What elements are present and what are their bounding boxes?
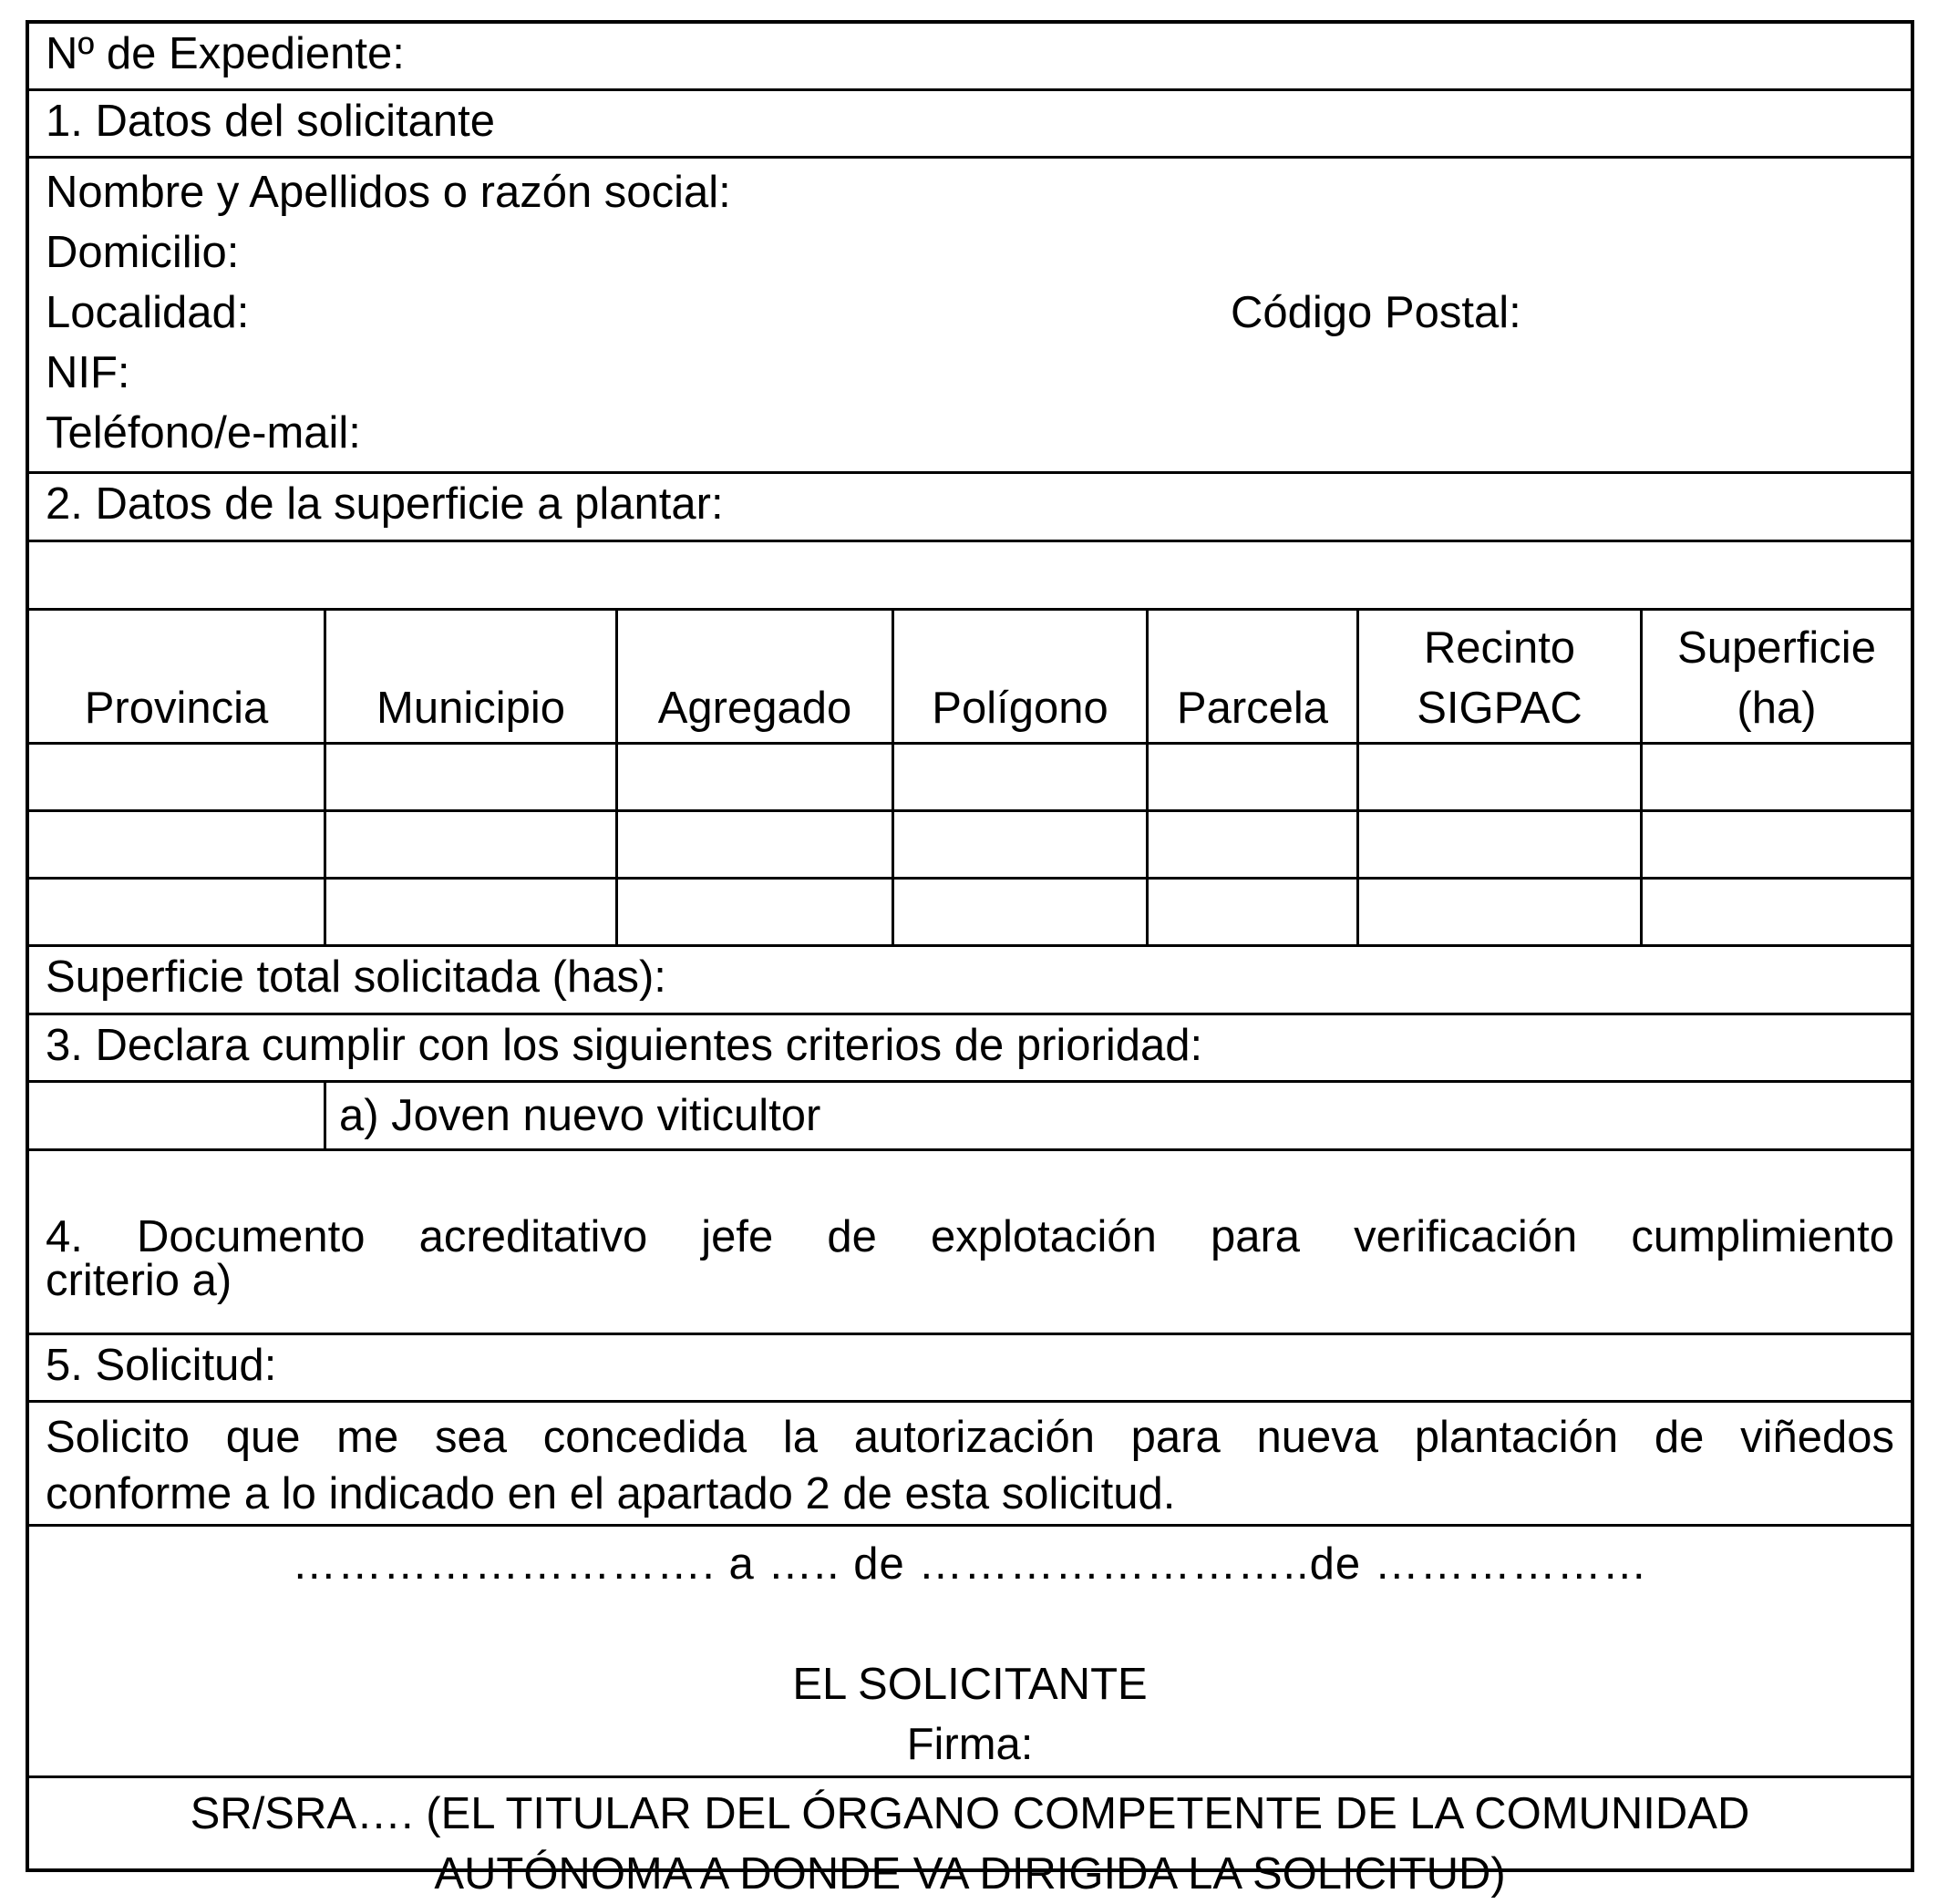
application-form: [26, 20, 1914, 1899]
table-row: [29, 812, 1911, 880]
plot-table-header: [29, 611, 1911, 745]
total-row: [29, 947, 1911, 1015]
section1-header: [29, 91, 1911, 159]
addressee-line1: SR/SRA…. (EL TITULAR DEL ÓRGANO COMPETENTE DE LA COMUNIDAD: [190, 1789, 1750, 1838]
section2-title: 2. Datos de la superficie a plantar:: [46, 479, 724, 529]
localidad-line: [29, 283, 1911, 343]
table-cell[interactable]: [1643, 812, 1911, 877]
table-cell[interactable]: [1643, 745, 1911, 809]
col-superficie: Superficie (ha): [1677, 623, 1876, 733]
total-label: Superficie total solicitada (has):: [46, 952, 666, 1002]
section5-title: 5. Solicitud:: [46, 1341, 277, 1390]
section3-title: 3. Declara cumplir con los siguientes criterios de prioridad:: [46, 1021, 1203, 1070]
table-row: [29, 880, 1911, 947]
addressee-block: [29, 1778, 1911, 1904]
firma-label: Firma:: [906, 1720, 1034, 1769]
table-cell[interactable]: [1149, 745, 1359, 809]
codigo-postal-label: Código Postal:: [1231, 288, 1521, 337]
signature-block: [29, 1527, 1911, 1778]
localidad-label: Localidad:: [46, 288, 250, 337]
section4-line1: 4. Documento acreditativo jefe de explotación para verificación cumplimiento: [46, 1212, 1894, 1261]
table-cell[interactable]: [1359, 812, 1643, 877]
table-cell[interactable]: [29, 812, 326, 877]
col-agregado: Agregado: [618, 611, 894, 742]
domicilio-label: Domicilio:: [46, 228, 240, 277]
table-cell[interactable]: [618, 812, 894, 877]
col-provincia: Provincia: [29, 611, 326, 742]
solicitante-label: EL SOLICITANTE: [792, 1660, 1148, 1709]
applicant-data-block: [29, 159, 1911, 474]
section4-line2: criterio a): [46, 1256, 232, 1305]
nif-label: NIF:: [46, 348, 130, 397]
request-line1: Solicito que me sea concedida la autorización para nueva plantación de viñedos: [46, 1413, 1894, 1462]
telefono-label: Teléfono/e-mail:: [46, 408, 361, 458]
addressee-line2: AUTÓNOMA A DONDE VA DIRIGIDA LA SOLICITUD): [434, 1849, 1506, 1899]
nombre-label: Nombre y Apellidos o razón social:: [46, 168, 731, 217]
table-cell[interactable]: [1359, 745, 1643, 809]
request-line2: conforme a lo indicado en el apartado 2 de esta solicitud.: [46, 1469, 1176, 1518]
col-municipio: Municipio: [326, 611, 618, 742]
criterion-checkbox-cell[interactable]: [29, 1083, 326, 1148]
empty-row: [29, 542, 1911, 611]
table-cell[interactable]: [326, 745, 618, 809]
table-cell[interactable]: [326, 812, 618, 877]
col-poligono: Polígono: [894, 611, 1149, 742]
criterion-label-cell: [326, 1083, 1911, 1148]
table-cell[interactable]: [1643, 880, 1911, 944]
date-line: ………………………. a ….. de ……………………..de ………………: [292, 1539, 1648, 1589]
expediente-label: Nº de Expediente:: [46, 29, 405, 78]
criterion-row: [29, 1083, 1911, 1151]
section1-title: 1. Datos del solicitante: [46, 97, 495, 146]
criterion-a-label: a) Joven nuevo viticultor: [339, 1091, 821, 1140]
section4-block: [29, 1151, 1911, 1335]
table-cell[interactable]: [1359, 880, 1643, 944]
section3-header: [29, 1015, 1911, 1083]
section2-header: [29, 474, 1911, 542]
col-recinto-sigpac: Recinto SIGPAC: [1359, 611, 1643, 742]
table-cell[interactable]: [894, 812, 1149, 877]
table-cell[interactable]: [894, 745, 1149, 809]
col-parcela: Parcela: [1149, 611, 1359, 742]
table-cell[interactable]: [326, 880, 618, 944]
request-text-block: [29, 1403, 1911, 1527]
table-cell[interactable]: [1149, 880, 1359, 944]
table-cell[interactable]: [1149, 812, 1359, 877]
expediente-row: [29, 24, 1911, 91]
table-cell[interactable]: [618, 745, 894, 809]
table-cell[interactable]: [618, 880, 894, 944]
table-row: [29, 745, 1911, 812]
table-cell[interactable]: [29, 880, 326, 944]
table-cell[interactable]: [29, 745, 326, 809]
table-cell[interactable]: [894, 880, 1149, 944]
section5-header: [29, 1335, 1911, 1403]
